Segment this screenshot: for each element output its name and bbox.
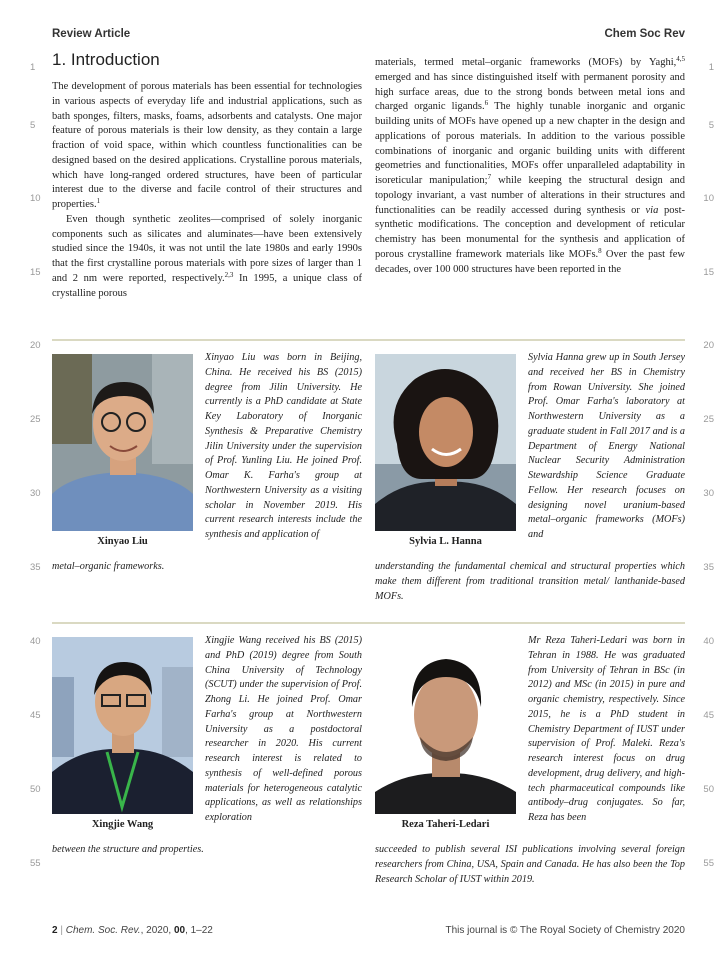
line-number: 25 xyxy=(30,414,41,425)
running-header-left: Review Article xyxy=(52,28,131,40)
bio-name-sylvia: Sylvia L. Hanna xyxy=(409,536,482,547)
line-number: 40 xyxy=(703,636,714,647)
paragraph: Even though synthetic zeolites—comprised of solely inorganic components such as silicates and aluminates—have been extensively studied since the 1940s, it was not until the late 1980s and early 1990s that the first crystalline porous materials with pore sizes of larger than 1 and 2 nm were reported, respectively.$^{2,3}$ In 1995, a unique class of crystalline porous xyxy=(52,213,362,299)
line-number: 45 xyxy=(30,710,41,721)
line-number: 20 xyxy=(30,340,41,351)
divider xyxy=(52,622,685,624)
citation[interactable]: 6 xyxy=(484,99,489,108)
line-number: 5 xyxy=(708,120,714,131)
line-number: 40 xyxy=(30,636,41,647)
bio-text-reza: Mr Reza Taheri-Ledari was born in Tehran in 1988. He was graduated from University of Tehran in BSc (in 2012) and MSc (in 2015) in pure and organic chemistry, respectively. Since 2015, he is a PhD student in Chemistry Department of IUST under supervision of Prof. Maleki. Reza's research interest focus on drug development, drug delivery, and high-tech pharmaceutical compounds like antibody–drug conjugates. So far, Reza has been xyxy=(528,635,685,823)
bio-text-xingjie-tail: between the structure and properties. xyxy=(52,844,204,855)
line-number: 50 xyxy=(703,784,714,795)
line-number: 15 xyxy=(703,267,714,278)
bio-text-xinyao-tail: metal–organic frameworks. xyxy=(52,561,165,572)
bio-text-sylvia: Sylvia Hanna grew up in South Jersey and received her BS in Chemistry from Rowan University. She joined Prof. Omar Farha's laboratory at Northwestern University as a graduate student in Fall 2017 and is a Department of Energy National Nuclear Security Administration Stewardship Science Graduate Fellow. Her research focuses on designing novel uranium-based metal–organic frameworks (MOFs) and xyxy=(528,352,685,540)
photo-xingjie-wang xyxy=(52,637,193,814)
bio-text-xinyao: Xinyao Liu was born in Beijing, China. He received his BS (2015) degree from Jilin University. He currently is a PhD candidate at State Key Laboratory of Inorganic Synthesis & Preparative Chemistry Jilin University under the supervision of Prof. Yunling Liu. He joined Prof. Omar K. Farha's group at Northwestern University as a visiting scholar in November 2019. His current research interests include the synthesis and application of xyxy=(205,352,362,540)
photo-reza-taheri-ledari xyxy=(375,637,516,814)
line-number: 55 xyxy=(30,858,41,869)
photo-sylvia-hanna xyxy=(375,354,516,531)
line-number: 50 xyxy=(30,784,41,795)
line-number: 25 xyxy=(703,414,714,425)
line-number: 1 xyxy=(30,62,36,73)
line-number: 35 xyxy=(703,562,714,573)
line-number: 55 xyxy=(703,858,714,869)
line-number: 20 xyxy=(703,340,714,351)
divider xyxy=(52,339,685,341)
bio-text-xingjie: Xingjie Wang received his BS (2015) and PhD (2019) degree from South China University of Technology (SCUT) under the supervision of Prof. Zhong Li. He joined Prof. Omar Farha's group at Northwestern University as a postdoctoral researcher in 2020. His current research interest is related to synthesis of well-defined porous materials for heterogeneous catalytic applications, as well as relationships exploration xyxy=(205,635,362,823)
section-title: 1. Introduction xyxy=(52,50,160,69)
bio-name-xinyao: Xinyao Liu xyxy=(97,536,148,547)
line-number: 35 xyxy=(30,562,41,573)
line-number: 10 xyxy=(703,193,714,204)
intro-column-left xyxy=(52,80,362,301)
footer-copyright: This journal is © The Royal Society of Chemistry 2020 xyxy=(445,925,685,936)
line-number: 30 xyxy=(703,488,714,499)
citation[interactable]: 4,5 xyxy=(676,55,685,63)
running-header-right: Chem Soc Rev xyxy=(604,28,685,40)
line-number: 15 xyxy=(30,267,41,278)
line-number: 5 xyxy=(30,120,36,131)
citation[interactable]: 2,3 xyxy=(224,270,234,279)
paragraph: materials, termed metal–organic frameworks (MOFs) by Yaghi,$^{4,5}$ emerged and has since distinguished itself with permanent porosity and high surface areas, due to the strong bonds between metal ions and charged organic ligands.$^6$ The highly tunable inorganic and organic building units of MOFs have opened up a new chapter in the design and applications of porous materials. In addition to the various possible combinations of inorganic and organic building units with different geometries and functionalities, MOFs offer unparalleled adaptability in isoreticular manipulation;$^7$ while keeping the structural design and topology invariant, a vast number of alterations in their structures and functionalities can be readily accessed during synthesis or via post-synthetic modifications. The conception and development of reticular chemistry has been monumental for the synthesis and application of porous crystalline framework materials like MOFs.$^8$ Over the past few decades, over 100 000 structures have been reported in the xyxy=(375,55,686,275)
line-number: 45 xyxy=(703,710,714,721)
bio-text-sylvia-tail: understanding the fundamental chemical and structural properties which make them different from traditional transition metal/ lanthanide-based MOFs. xyxy=(375,561,685,602)
bio-name-reza: Reza Taheri-Ledari xyxy=(401,819,490,830)
line-number: 10 xyxy=(30,193,41,204)
photo-xinyao-liu xyxy=(52,354,193,531)
footer-left: 2 | Chem. Soc. Rev., 2020, 00, 1–22 xyxy=(52,925,213,936)
intro-column-right xyxy=(375,56,685,277)
line-number: 1 xyxy=(708,62,714,73)
citation[interactable]: 7 xyxy=(487,173,492,181)
journal-name[interactable]: Chem. Soc. Rev. xyxy=(65,925,141,936)
citation[interactable]: 1 xyxy=(96,197,101,205)
paragraph: The development of porous materials has been essential for technologies in various aspects of everyday life and industrial applications, such as bath sponges, filters, masks, foams, adsorbents and catalysts. One major feature of porous materials is their low density, as they contain a large fraction of void space, within which countless functionalities can be designed based on the desired applications. Crystalline porous materials, which have long-ranged ordered structures, have been of particular interest due to the diverse and facile control of their structures and properties.$^1$ xyxy=(52,81,362,210)
line-number: 30 xyxy=(30,488,41,499)
page-number: 2 xyxy=(52,925,58,936)
bio-text-reza-tail: succeeded to publish several ISI publications involving several foreign researchers from China, USA, Spain and Canada. He has also been the Top Research Scholar of IUST within 2019. xyxy=(375,844,685,885)
bio-name-xingjie: Xingjie Wang xyxy=(91,819,154,830)
citation[interactable]: 8 xyxy=(598,246,602,255)
